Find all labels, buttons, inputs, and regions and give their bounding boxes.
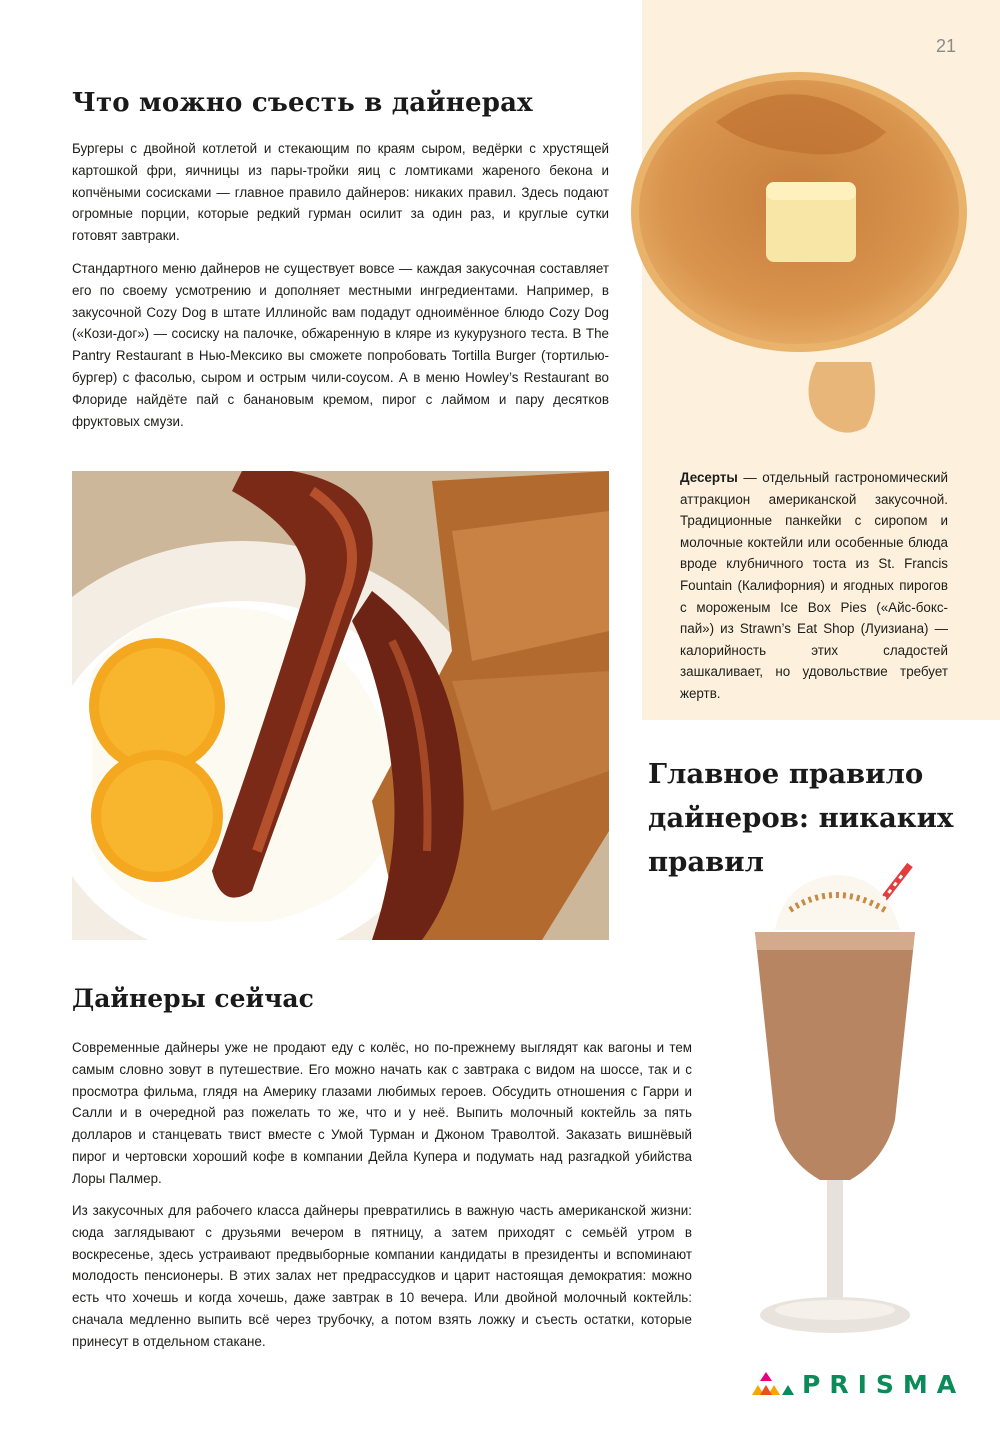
- paragraph-modern: Современные дайнеры уже не продают еду с колёс, но по-прежнему выглядят как вагоны и тем самым словно зовут в путешествие. Его можно начать как с завтрака с видом на шоссе, так и с просмотра фильма, глядя на Америку глазами любимых героев. Обсудить отношения с Гарри и Салли и в очередной раз пожелать то же, что и у неё. Выпить молочный коктейль за пять долларов и станцевать твист вместе с Умой Турман и Джоном Траволтой. Заказать вишнёвый пирог и чертовски хороший кофе в компании Дейла Купера и подумать над разгадкой убийства Лоры Палмер.: [72, 1040, 692, 1186]
- sidebar-caption: [680, 467, 948, 705]
- paragraph-menu: Стандартного меню дайнеров не существует вовсе — каждая закусочная составляет его по своему усмотрению и дополняет местными ингредиентами. Например, в закусочной Cozy Dog в штате Иллинойс вам подадут одноимённое блюдо Cozy Dog («Кози-дог») — сосиску на палочке, обжаренную в кляре из кукурузного теста. В The Pantry Restaurant в Нью-Мексико вы сможете попробовать Tortilla Burger (тортилью-бургер) с фасолью, сыром и острым чили-соусом. А в меню Howley’s Restaurant во Флориде найдёте пай с банановым кремом, пирог с лаймом и пару десятков фруктовых смузи.: [72, 261, 609, 429]
- paragraph-working-class: Из закусочных для рабочего класса дайнеры превратились в важную часть американской жизни: сюда заглядывают с друзьями вечером в пятницу, а затем приходят с семьёй утром в воскресенье, здесь устраивают предвыборные компании кандидаты в президенты и вспоминают молодость пенсионеры. В этих залах нет предрассудков и царит настоящая демократия: можно есть что хочешь и когда хочешь, даже завтрак в 10 вечера. Или двойной молочный коктейль: сначала медленно выпить всё через трубочку, а потом взять ложку и съесть остатки, которые принесут в отдельном стакане.: [72, 1203, 692, 1349]
- pancake-image: [626, 72, 972, 452]
- breakfast-photo: [72, 471, 609, 940]
- pull-quote: Главное правило дайнеров: никаких правил: [648, 758, 954, 878]
- section-title-diners-now: Дайнеры сейчас: [72, 984, 314, 1013]
- caption-bold: Десерты: [680, 470, 738, 485]
- prisma-logo-text: PRISMA: [802, 1370, 966, 1399]
- paragraph-intro: Бургеры с двойной котлетой и стекающим по краям сыром, ведёрки с хрустящей картошкой фри, яичницы из пары-тройки яиц с ломтиками жареного бекона и копчёными сосисками — главное правило дайнеров: никаких правил. Здесь подают огромные порции, которые редкий гурман осилит за один раз, и круглые сутки готовят завтраки.: [72, 141, 609, 244]
- milkshake-image: [735, 860, 935, 1340]
- page-number: 21: [936, 36, 957, 56]
- section-title-what-to-eat: Что можно съесть в дайнерах: [72, 88, 533, 118]
- caption-text: — отдельный гастрономический аттракцион американской закусочной. Традиционные панкейки с сиропом и молочные коктейли или особенные блюда вроде клубничного тоста из St. Francis Fountain (Калифорния) и ягодных пирогов с мороженым Ice Box Pies («Айс-бокс-пай») из Strawn’s Eat Shop (Луизиана) — калорийность этих сладостей зашкаливает, но удовольствие требует жертв.: [680, 470, 948, 701]
